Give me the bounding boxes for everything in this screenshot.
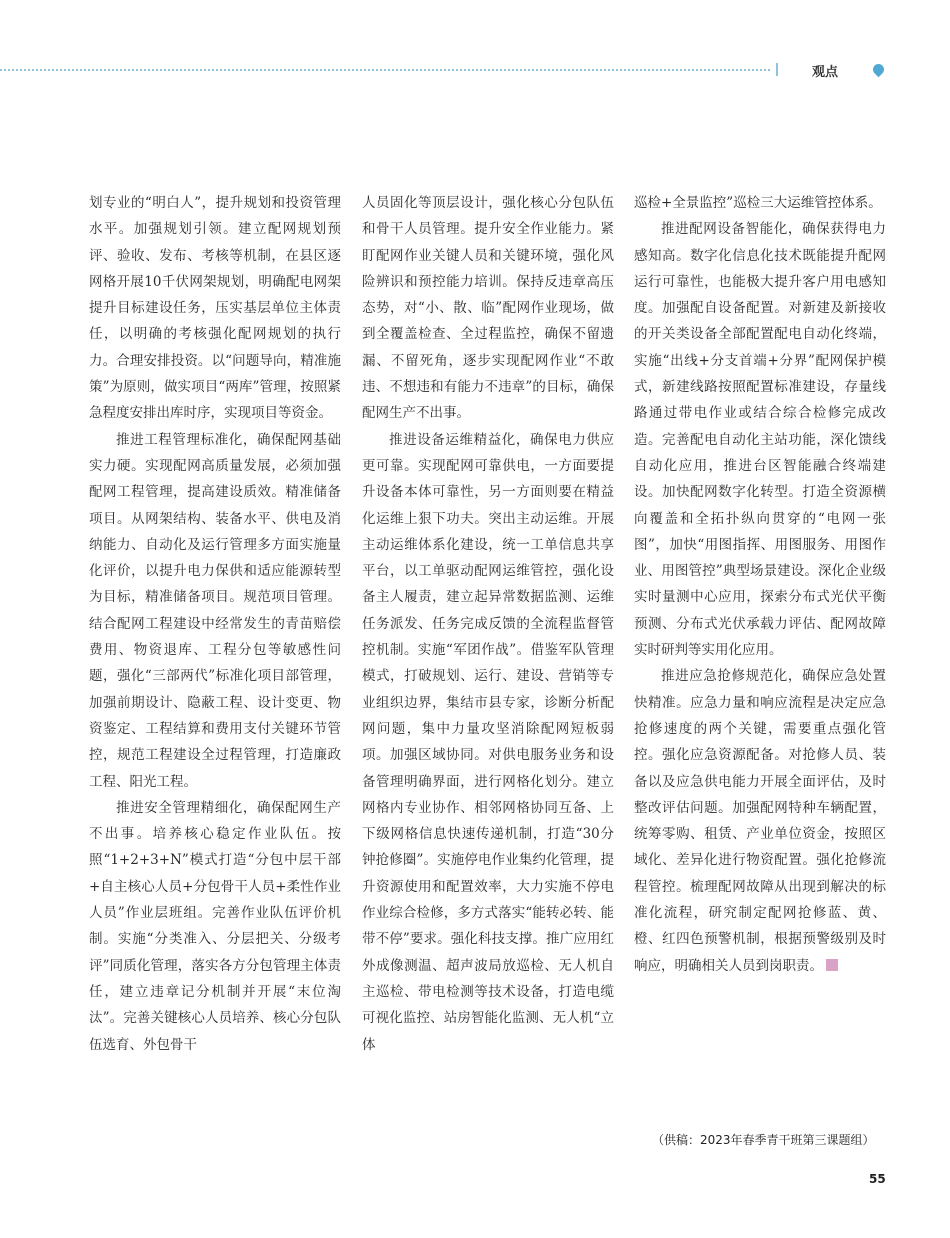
section-label: 观点 [812, 65, 839, 80]
paragraph: 划专业的“明白人”，提升规划和投资管理水平。加强规划引领。建立配网规划预评、验收、发布、考核等机制，在县区逐网格开展10千伏网架规划，明确配电网架提升目标建设任务，压实基层单位主体责任，以明确的考核强化配网规划的执行力。合理安排投资。以“问题导向，精准施策”为原则，做实项目“两库”管理，按照紧急程度安排出库时序，实现项目等资金。 [89, 195, 341, 422]
final-paragraph [634, 663, 886, 979]
credit-line: （供稿：2023年春季青干班第三课题组） [652, 1133, 875, 1147]
article-column-3 [634, 190, 886, 979]
drop-icon [871, 62, 887, 78]
article-column-1 [89, 190, 341, 1058]
paragraph: 推进工程管理标准化，确保配网基础实力硬。实现配网高质量发展，必须加强配网工程管理，提高建设质效。精准储备项目。从网架结构、装备水平、供电及消纳能力、自动化及运行管理多方面实施量化评价，以提升电力保供和适应能源转型为目标，精准储备项目。规范项目管理。结合配网工程建设中经常发生的青苗赔偿费用、物资退库、工程分包等敏感性问题，强化“三部两代”标准化项目部管理，加强前期设计、隐蔽工程、设计变更、物资鉴定、工程结算和费用支付关键环节管控，规范工程建设全过程管理，打造廉政工程、阳光工程。 [89, 431, 341, 790]
header-divider [776, 63, 778, 76]
article-end-icon [826, 959, 838, 971]
header-dotted-rule [0, 69, 770, 71]
paragraph: 巡检+全景监控”巡检三大运维管控体系。 [634, 195, 882, 211]
article-column-2 [362, 190, 614, 1058]
page-number: 55 [869, 1172, 886, 1186]
paragraph: 推进配网设备智能化，确保获得电力感知高。数字化信息化技术既能提升配网运行可靠性，也能极大提升客户用电感知度。加强配自设备配置。对新建及新接收的开关类设备全部配置配电自动化终端，实施“出线+分支首端+分界”配网保护模式，新建线路按照配置标准建设，存量线路通过带电作业或结合综合检修完成改造。完善配电自动化主站功能，深化馈线自动化应用，推进台区智能融合终端建设。加快配网数字化转型。打造全资源横向覆盖和全拓扑纵向贯穿的“电网一张图”，加快“用图指挥、用图服务、用图作业、用图管控”典型场景建设。深化企业级实时量测中心应用，探索分布式光伏平衡预测、分布式光伏承载力评估、配网故障实时研判等实用化应用。 [634, 221, 886, 659]
paragraph: 推进设备运维精益化，确保电力供应更可靠。实现配网可靠供电，一方面要提升设备本体可靠性，另一方面则要在精益化运维上狠下功夫。突出主动运维。开展主动运维体系化建设，统一工单信息共享平台，以工单驱动配网运维管控，强化设备主人履责，建立起异常数据监测、运维任务派发、任务完成反馈的全流程监督管控机制。实施“军团作战”。借鉴军队管理模式，打破规划、运行、建设、营销等专业组织边界，集结市县专家，诊断分析配网问题，集中力量攻坚消除配网短板弱项。加强区域协同。对供电服务业务和设备管理明确界面，进行网格化划分。建立网格内专业协作、相邻网格协同互备、上下级网格信息快速传递机制，打造“30分钟抢修圈”。实施停电作业集约化管理，提升资源使用和配置效率，大力实施不停电作业综合检修，多方式落实“能转必转、能带不停”要求。强化科技支撑。推广应用红外成像测温、超声波局放巡检、无人机自主巡检、带电检测等技术设备，打造电缆可视化监控、站房智能化监测、无人机“立体 [362, 431, 614, 1053]
paragraph-text: 推进应急抢修规范化，确保应急处置快精准。应急力量和响应流程是决定应急抢修速度的两个关键，需要重点强化管控。强化应急资源配备。对抢修人员、装备以及应急供电能力开展全面评估，及时整改评估问题。加强配网特种车辆配置，统筹零购、租赁、产业单位资金，按照区域化、差异化进行物资配置。强化抢修流程管控。梳理配网故障从出现到解决的标准化流程，研究制定配网抢修蓝、黄、橙、红四色预警机制，根据预警级别及时响应，明确相关人员到岗职责。 [634, 668, 886, 974]
paragraph: 推进安全管理精细化，确保配网生产不出事。培养核心稳定作业队伍。按照“1+2+3+N”模式打造“分包中层干部+自主核心人员+分包骨干人员+柔性作业人员”作业层班组。完善作业队伍评价机制。实施“分类准入、分层把关、分级考评”同质化管理，落实各方分包管理主体责任，建立违章记分机制并开展“末位淘汰”。完善关键核心人员培养、核心分包队伍选育、外包骨干 [89, 799, 341, 1053]
paragraph: 人员固化等顶层设计，强化核心分包队伍和骨干人员管理。提升安全作业能力。紧盯配网作业关键人员和关键环境，强化风险辨识和预控能力培训。保持反违章高压态势，对“小、散、临”配网作业现场，做到全覆盖检查、全过程监控，确保不留遗漏、不留死角，逐步实现配网作业“不敢违、不想违和有能力不违章”的目标，确保配网生产不出事。 [362, 195, 614, 422]
